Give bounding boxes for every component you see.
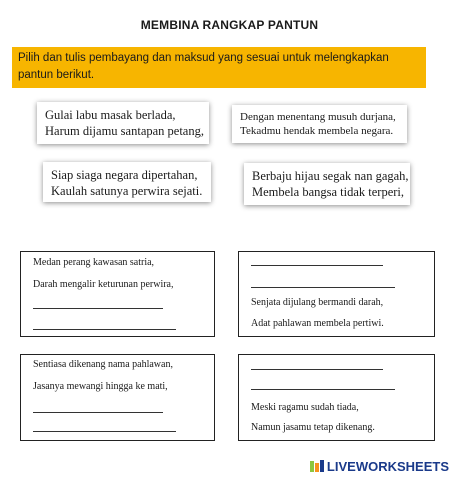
pantun-line: Namun jasamu tetap dikenang. xyxy=(251,422,375,433)
page-title: MEMBINA RANGKAP PANTUN xyxy=(140,18,319,32)
answer-blank[interactable] xyxy=(251,369,383,370)
pantun-line: Jasanya mewangi hingga ke mati, xyxy=(33,381,168,392)
option-card-line: Tekadmu hendak membela negara. xyxy=(240,125,394,137)
option-card-line: Berbaju hijau segak nan gagah, xyxy=(252,169,409,183)
option-card-line: Kaulah satunya perwira sejati. xyxy=(51,184,203,198)
option-card-line: Siap siaga negara dipertahan, xyxy=(51,168,198,182)
pantun-box-4 xyxy=(238,354,435,441)
pantun-line: Medan perang kawasan satria, xyxy=(33,257,155,268)
instruction-line-1: Pilih dan tulis pembayang dan maksud yang sesuai untuk melengkapkan xyxy=(18,52,389,64)
answer-blank[interactable] xyxy=(251,265,383,266)
option-card-line: Dengan menentang musuh durjana, xyxy=(240,111,396,123)
logo-mark-icon xyxy=(310,460,325,473)
option-card-2[interactable] xyxy=(232,105,407,143)
pantun-line: Sentiasa dikenang nama pahlawan, xyxy=(33,359,173,370)
option-card-line: Harum dijamu santapan petang, xyxy=(45,124,204,138)
answer-blank[interactable] xyxy=(251,287,395,288)
logo-text: LIVEWORKSHEETS xyxy=(326,459,449,474)
answer-blank[interactable] xyxy=(33,308,163,309)
option-card-line: Membela bangsa tidak terperi, xyxy=(252,185,405,199)
pantun-line: Senjata dijulang bermandi darah, xyxy=(251,297,384,308)
instruction-line-2: pantun berikut. xyxy=(18,69,95,81)
option-card-line: Gulai labu masak berlada, xyxy=(45,108,176,122)
pantun-box-1 xyxy=(20,251,215,337)
instruction-banner xyxy=(12,47,426,88)
answer-blank[interactable] xyxy=(33,431,176,432)
pantun-box-2 xyxy=(238,251,435,337)
pantun-line: Meski ragamu sudah tiada, xyxy=(251,402,359,413)
answer-blank[interactable] xyxy=(33,412,163,413)
answer-blank[interactable] xyxy=(251,389,395,390)
pantun-line: Darah mengalir keturunan perwira, xyxy=(33,279,174,290)
pantun-box-3 xyxy=(20,354,215,441)
liveworksheets-logo xyxy=(310,459,449,474)
option-card-4[interactable] xyxy=(244,163,410,205)
option-card-3[interactable] xyxy=(43,162,211,202)
pantun-line: Adat pahlawan membela pertiwi. xyxy=(251,318,384,329)
answer-blank[interactable] xyxy=(33,329,176,330)
option-card-1[interactable] xyxy=(37,102,209,144)
